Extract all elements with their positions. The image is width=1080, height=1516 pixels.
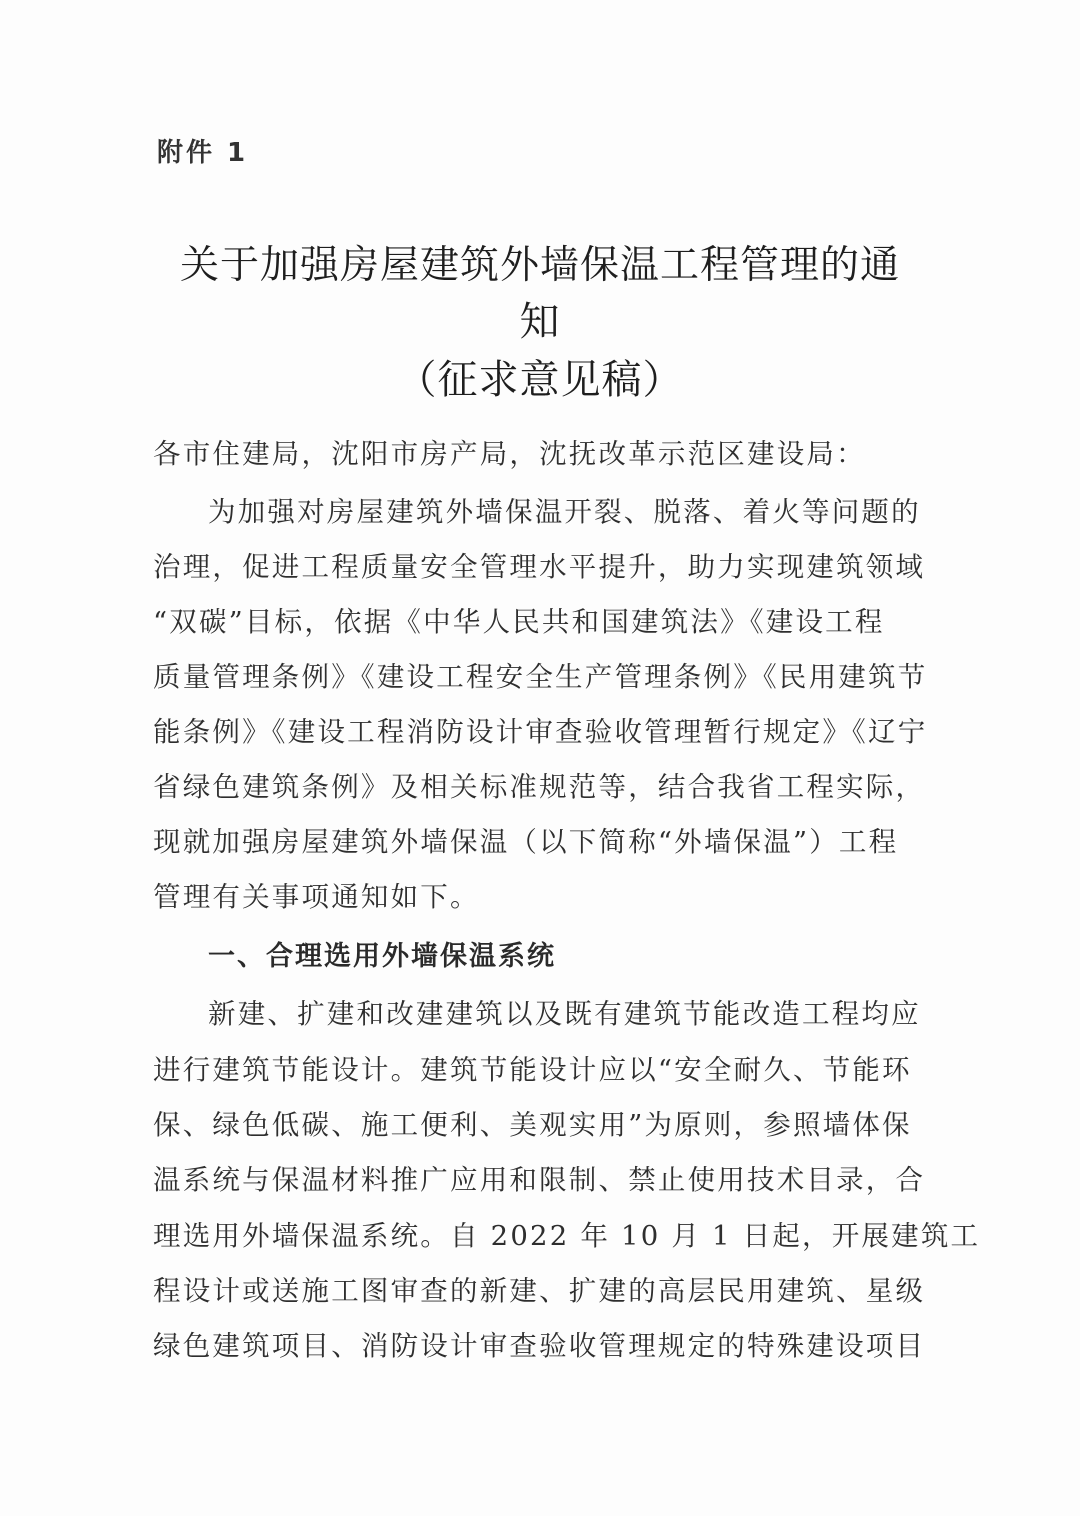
section-line: 温系统与保温材料推广应用和限制、禁止使用技术目录，合 bbox=[153, 1164, 926, 1196]
title-line-1: 关于加强房屋建筑外墙保温工程管理的通 bbox=[179, 243, 900, 288]
attachment-label: 附件 1 bbox=[157, 138, 249, 168]
intro-line: 质量管理条例》《建设工程安全生产管理条例》《民用建筑节 bbox=[153, 661, 928, 693]
intro-line: 为加强对房屋建筑外墙保温开裂、脱落、着火等问题的 bbox=[208, 496, 921, 528]
title-subtitle: （征求意见稿） bbox=[396, 357, 684, 403]
intro-line: 现就加强房屋建筑外墙保温（以下简称“外墙保温”）工程 bbox=[153, 826, 899, 858]
title-line-2: 知 bbox=[519, 299, 561, 345]
section-heading: 一、合理选用外墙保温系统 bbox=[208, 941, 556, 972]
section-line: 新建、扩建和改建建筑以及既有建筑节能改造工程均应 bbox=[208, 998, 921, 1030]
intro-line: “双碳”目标，依据《中华人民共和国建筑法》《建设工程 bbox=[153, 606, 885, 638]
section-line: 进行建筑节能设计。建筑节能设计应以“安全耐久、节能环 bbox=[153, 1054, 912, 1086]
section-line: 绿色建筑项目、消防设计审查验收管理规定的特殊建设项目 bbox=[153, 1330, 926, 1362]
intro-line: 能条例》《建设工程消防设计审查验收管理暂行规定》《辽宁 bbox=[153, 716, 928, 748]
intro-line: 省绿色建筑条例》及相关标准规范等，结合我省工程实际， bbox=[153, 771, 926, 803]
intro-line: 管理有关事项通知如下。 bbox=[153, 881, 480, 913]
section-line: 理选用外墙保温系统。自 2022 年 10 月 1 日起，开展建筑工 bbox=[153, 1220, 981, 1252]
intro-line: 治理，促进工程质量安全管理水平提升，助力实现建筑领域 bbox=[153, 551, 926, 583]
addressee: 各市住建局，沈阳市房产局，沈抚改革示范区建设局： bbox=[153, 438, 866, 470]
section-line: 保、绿色低碳、施工便利、美观实用”为原则，参照墙体保 bbox=[153, 1109, 912, 1141]
section-line: 程设计或送施工图审查的新建、扩建的高层民用建筑、星级 bbox=[153, 1275, 926, 1307]
